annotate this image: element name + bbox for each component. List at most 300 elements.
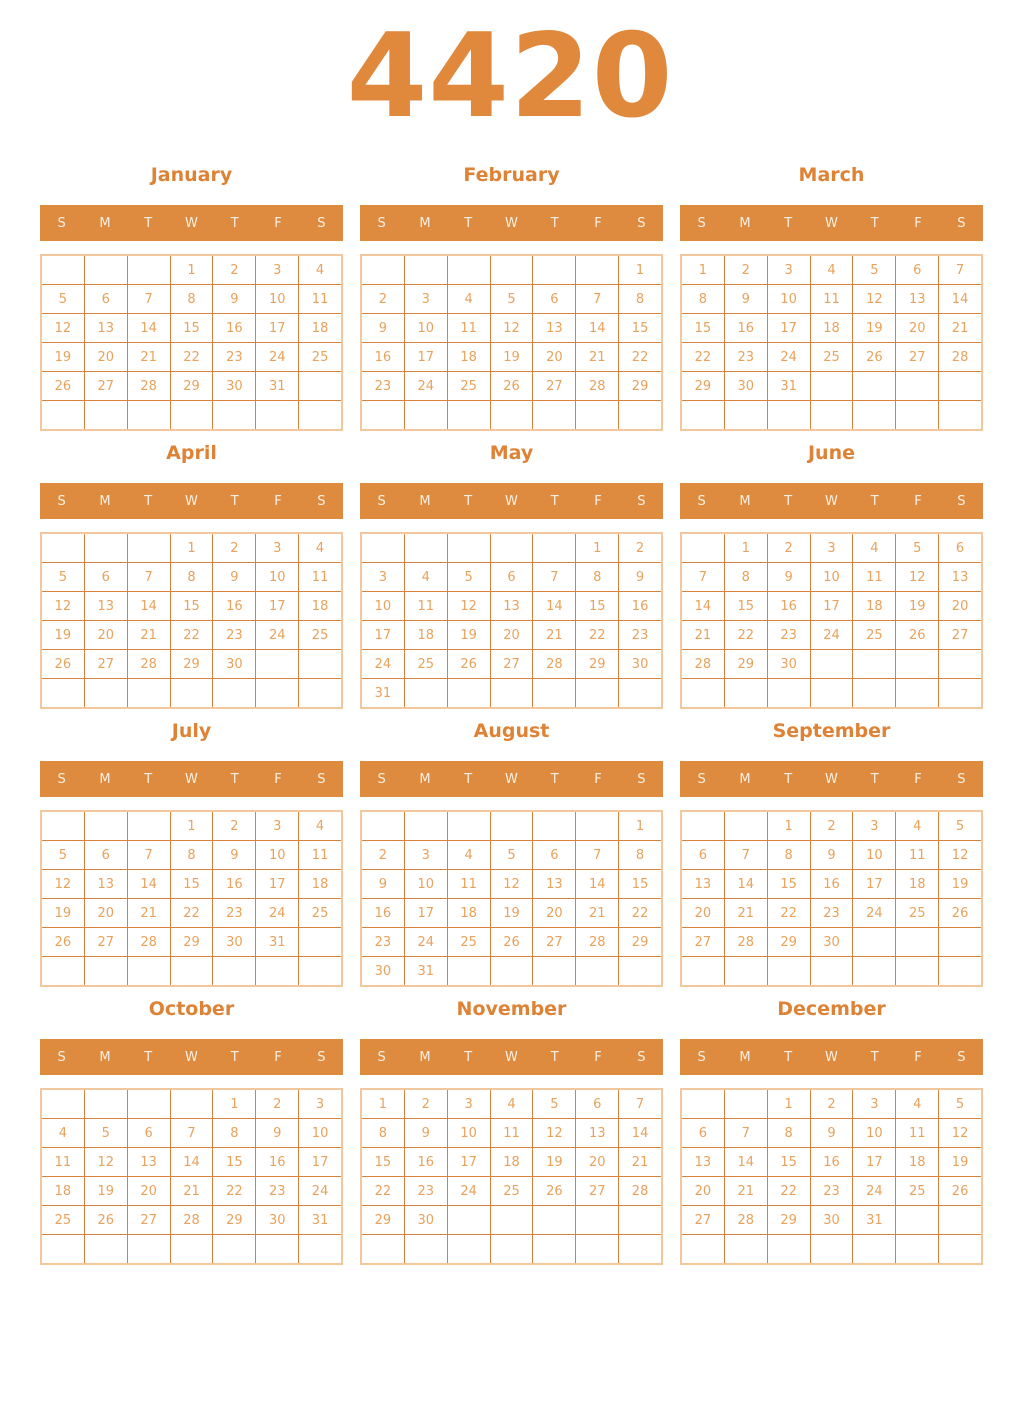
empty-cell [128,1090,170,1118]
day-cell: 22 [576,621,618,649]
weekday-label: S [57,1049,66,1065]
day-cell: 28 [725,1206,767,1234]
weekday-label: T [144,493,153,509]
day-cell: 29 [213,1206,255,1234]
day-cell: 2 [811,812,853,840]
empty-cell [576,1206,618,1234]
day-cell: 7 [128,285,170,313]
day-cell: 25 [299,343,341,371]
empty-cell [491,401,533,429]
day-cell: 2 [768,534,810,562]
day-cell: 11 [405,592,447,620]
empty-cell [171,401,213,429]
empty-cell [853,650,895,678]
weekday-header-bar [680,761,983,797]
day-cell: 18 [896,870,938,898]
day-cell: 7 [619,1090,661,1118]
weekday-label: F [914,771,922,787]
day-cell: 13 [533,314,575,342]
month-march [680,163,983,431]
day-cell: 12 [939,841,981,869]
empty-cell [42,1235,84,1263]
empty-cell [768,1235,810,1263]
day-cell: 24 [768,343,810,371]
empty-cell [576,256,618,284]
day-cell: 2 [362,841,404,869]
day-cell: 1 [171,812,213,840]
day-cell: 13 [682,870,724,898]
empty-cell [896,928,938,956]
day-cell: 24 [256,343,298,371]
empty-cell [939,372,981,400]
empty-cell [491,679,533,707]
month-may [360,441,663,709]
empty-cell [682,957,724,985]
empty-cell [853,928,895,956]
day-cell: 13 [533,870,575,898]
day-cell: 21 [576,343,618,371]
empty-cell [85,1235,127,1263]
empty-cell [853,401,895,429]
day-cell: 9 [213,285,255,313]
day-cell: 12 [448,592,490,620]
day-cell: 21 [619,1148,661,1176]
weekday-label: T [870,1049,879,1065]
day-cell: 8 [213,1119,255,1147]
day-cell: 25 [896,1177,938,1205]
weekday-label: M [99,215,111,231]
month-april [40,441,343,709]
weekday-label: S [317,493,326,509]
weekday-label: W [185,493,198,509]
day-cell: 10 [853,841,895,869]
day-cell: 17 [299,1148,341,1176]
empty-cell [256,679,298,707]
weekday-label: F [274,771,282,787]
day-cell: 18 [42,1177,84,1205]
day-cell: 17 [853,870,895,898]
day-cell: 1 [768,812,810,840]
day-cell: 13 [491,592,533,620]
day-cell: 3 [853,1090,895,1118]
empty-cell [256,957,298,985]
weekday-label: T [550,1049,559,1065]
day-cell: 16 [619,592,661,620]
weekday-label: T [464,493,473,509]
weekday-label: T [230,215,239,231]
weekday-label: W [505,1049,518,1065]
day-cell: 5 [448,563,490,591]
day-cell: 22 [768,899,810,927]
month-january [40,163,343,431]
day-cell: 3 [811,534,853,562]
weekday-label: T [464,771,473,787]
day-cell: 4 [299,812,341,840]
day-cell: 16 [362,899,404,927]
month-november [360,997,663,1265]
day-cell: 2 [213,534,255,562]
weekday-label: M [739,493,751,509]
day-cell: 12 [85,1148,127,1176]
day-cell: 13 [85,592,127,620]
day-cell: 25 [491,1177,533,1205]
day-cell: 8 [725,563,767,591]
day-cell: 4 [448,841,490,869]
day-cell: 1 [619,812,661,840]
empty-cell [682,534,724,562]
empty-cell [42,679,84,707]
weekday-label: S [377,771,386,787]
empty-cell [491,1235,533,1263]
empty-cell [533,401,575,429]
weekday-label: F [274,493,282,509]
empty-cell [42,256,84,284]
weekday-label: M [739,215,751,231]
day-cell: 21 [128,899,170,927]
day-cell: 11 [448,870,490,898]
day-cell: 10 [256,563,298,591]
empty-cell [811,1235,853,1263]
day-grid [360,810,663,987]
day-cell: 26 [42,650,84,678]
day-cell: 17 [256,592,298,620]
day-cell: 29 [619,928,661,956]
day-cell: 26 [491,928,533,956]
day-cell: 5 [42,563,84,591]
day-cell: 15 [213,1148,255,1176]
empty-cell [896,1235,938,1263]
year-title: 4420 [346,9,674,144]
empty-cell [299,372,341,400]
empty-cell [853,1235,895,1263]
day-cell: 5 [85,1119,127,1147]
day-cell: 3 [362,563,404,591]
month-title: June [807,442,855,464]
empty-cell [128,534,170,562]
day-cell: 17 [448,1148,490,1176]
weekday-label: W [505,215,518,231]
empty-cell [405,256,447,284]
day-cell: 29 [768,928,810,956]
day-cell: 23 [619,621,661,649]
weekday-header-bar [360,1039,663,1075]
day-cell: 31 [256,928,298,956]
empty-cell [939,1235,981,1263]
day-cell: 15 [171,314,213,342]
empty-cell [448,1235,490,1263]
empty-cell [299,957,341,985]
day-cell: 27 [682,1206,724,1234]
day-cell: 15 [576,592,618,620]
day-cell: 31 [768,372,810,400]
empty-cell [682,1235,724,1263]
weekday-label: S [317,771,326,787]
empty-cell [619,957,661,985]
day-cell: 27 [682,928,724,956]
day-cell: 14 [533,592,575,620]
empty-cell [853,372,895,400]
day-cell: 13 [576,1119,618,1147]
day-cell: 19 [896,592,938,620]
day-cell: 4 [853,534,895,562]
day-cell: 5 [533,1090,575,1118]
day-cell: 14 [725,1148,767,1176]
empty-cell [576,812,618,840]
empty-cell [811,401,853,429]
empty-cell [939,679,981,707]
weekday-label: T [144,771,153,787]
day-cell: 19 [491,343,533,371]
month-july [40,719,343,987]
empty-cell [939,928,981,956]
weekday-label: S [317,215,326,231]
empty-cell [85,812,127,840]
day-cell: 30 [725,372,767,400]
day-cell: 29 [725,650,767,678]
weekday-label: T [230,771,239,787]
day-cell: 30 [213,928,255,956]
day-cell: 4 [299,256,341,284]
empty-cell [896,1206,938,1234]
weekday-label: S [957,215,966,231]
weekday-label: S [377,493,386,509]
weekday-label: T [870,215,879,231]
month-august [360,719,663,987]
day-cell: 5 [491,841,533,869]
empty-cell [619,401,661,429]
empty-cell [299,401,341,429]
empty-cell [42,957,84,985]
weekday-label: W [825,215,838,231]
day-cell: 7 [682,563,724,591]
day-cell: 23 [213,343,255,371]
empty-cell [299,928,341,956]
weekday-label: T [550,215,559,231]
day-cell: 9 [768,563,810,591]
empty-cell [362,401,404,429]
day-cell: 28 [576,928,618,956]
day-cell: 22 [619,343,661,371]
day-cell: 18 [853,592,895,620]
weekday-label: M [739,771,751,787]
day-cell: 9 [811,1119,853,1147]
day-cell: 31 [853,1206,895,1234]
empty-cell [128,957,170,985]
day-cell: 11 [42,1148,84,1176]
day-cell: 23 [213,899,255,927]
day-cell: 8 [576,563,618,591]
day-cell: 31 [299,1206,341,1234]
day-cell: 28 [619,1177,661,1205]
day-cell: 16 [256,1148,298,1176]
day-cell: 11 [853,563,895,591]
day-cell: 21 [533,621,575,649]
day-cell: 24 [853,1177,895,1205]
day-cell: 23 [213,621,255,649]
weekday-label: F [594,493,602,509]
weekday-label: F [274,1049,282,1065]
day-cell: 9 [619,563,661,591]
weekday-label: W [505,493,518,509]
day-cell: 9 [811,841,853,869]
empty-cell [256,401,298,429]
day-cell: 29 [171,650,213,678]
day-cell: 19 [491,899,533,927]
empty-cell [448,957,490,985]
day-cell: 8 [362,1119,404,1147]
day-cell: 23 [811,899,853,927]
day-cell: 2 [405,1090,447,1118]
day-cell: 21 [128,621,170,649]
month-february [360,163,663,431]
day-grid [680,532,983,709]
day-cell: 28 [725,928,767,956]
day-cell: 18 [299,314,341,342]
day-cell: 3 [256,256,298,284]
day-cell: 3 [405,285,447,313]
weekday-header-bar [680,483,983,519]
day-cell: 16 [362,343,404,371]
day-cell: 10 [256,285,298,313]
day-cell: 28 [171,1206,213,1234]
empty-cell [533,812,575,840]
empty-cell [85,401,127,429]
empty-cell [725,957,767,985]
weekday-label: W [185,215,198,231]
weekday-label: S [57,771,66,787]
day-cell: 11 [896,841,938,869]
day-cell: 30 [811,1206,853,1234]
empty-cell [171,1235,213,1263]
day-cell: 12 [853,285,895,313]
empty-cell [682,679,724,707]
day-cell: 14 [725,870,767,898]
empty-cell [896,957,938,985]
empty-cell [725,812,767,840]
day-cell: 8 [171,563,213,591]
day-cell: 1 [619,256,661,284]
empty-cell [619,1206,661,1234]
day-cell: 4 [405,563,447,591]
empty-cell [448,812,490,840]
day-cell: 7 [128,563,170,591]
day-cell: 17 [811,592,853,620]
day-cell: 21 [725,899,767,927]
day-grid [680,810,983,987]
day-cell: 5 [42,285,84,313]
day-cell: 15 [362,1148,404,1176]
weekday-label: F [914,1049,922,1065]
day-cell: 23 [768,621,810,649]
weekday-label: W [505,771,518,787]
day-cell: 31 [362,679,404,707]
empty-cell [128,256,170,284]
day-cell: 20 [85,899,127,927]
day-cell: 1 [171,534,213,562]
weekday-header-bar [40,761,343,797]
day-cell: 4 [491,1090,533,1118]
day-cell: 1 [171,256,213,284]
months-grid [0,163,1020,1265]
day-cell: 24 [256,621,298,649]
month-title: April [166,442,217,464]
weekday-header-bar [40,205,343,241]
day-cell: 30 [213,372,255,400]
empty-cell [725,401,767,429]
month-title: July [171,720,212,742]
day-cell: 14 [171,1148,213,1176]
day-cell: 9 [725,285,767,313]
day-cell: 12 [42,314,84,342]
day-cell: 8 [682,285,724,313]
day-cell: 6 [128,1119,170,1147]
day-cell: 8 [171,841,213,869]
empty-cell [576,1235,618,1263]
day-cell: 30 [619,650,661,678]
empty-cell [576,401,618,429]
day-cell: 22 [213,1177,255,1205]
weekday-label: S [957,493,966,509]
day-cell: 13 [85,870,127,898]
weekday-label: M [419,771,431,787]
day-cell: 26 [939,1177,981,1205]
day-cell: 14 [576,314,618,342]
empty-cell [682,812,724,840]
month-title: August [473,720,550,742]
day-cell: 19 [533,1148,575,1176]
day-cell: 25 [299,899,341,927]
weekday-label: S [697,1049,706,1065]
day-cell: 29 [619,372,661,400]
day-cell: 22 [171,899,213,927]
day-cell: 10 [853,1119,895,1147]
empty-cell [448,1206,490,1234]
day-cell: 22 [682,343,724,371]
day-cell: 24 [811,621,853,649]
day-cell: 27 [939,621,981,649]
empty-cell [811,650,853,678]
day-cell: 18 [811,314,853,342]
day-cell: 7 [128,841,170,869]
day-cell: 20 [533,899,575,927]
day-cell: 5 [939,1090,981,1118]
empty-cell [896,401,938,429]
empty-cell [448,401,490,429]
day-cell: 21 [725,1177,767,1205]
day-cell: 10 [362,592,404,620]
day-cell: 11 [299,563,341,591]
day-cell: 24 [448,1177,490,1205]
day-cell: 6 [682,841,724,869]
weekday-label: S [377,215,386,231]
day-cell: 12 [42,592,84,620]
empty-cell [362,534,404,562]
day-cell: 6 [491,563,533,591]
month-october [40,997,343,1265]
day-cell: 19 [42,343,84,371]
day-cell: 3 [448,1090,490,1118]
day-cell: 14 [128,870,170,898]
day-cell: 11 [896,1119,938,1147]
day-cell: 14 [128,314,170,342]
day-cell: 5 [939,812,981,840]
empty-cell [42,401,84,429]
empty-cell [576,679,618,707]
day-cell: 28 [128,650,170,678]
empty-cell [811,957,853,985]
weekday-label: T [144,1049,153,1065]
day-cell: 12 [42,870,84,898]
